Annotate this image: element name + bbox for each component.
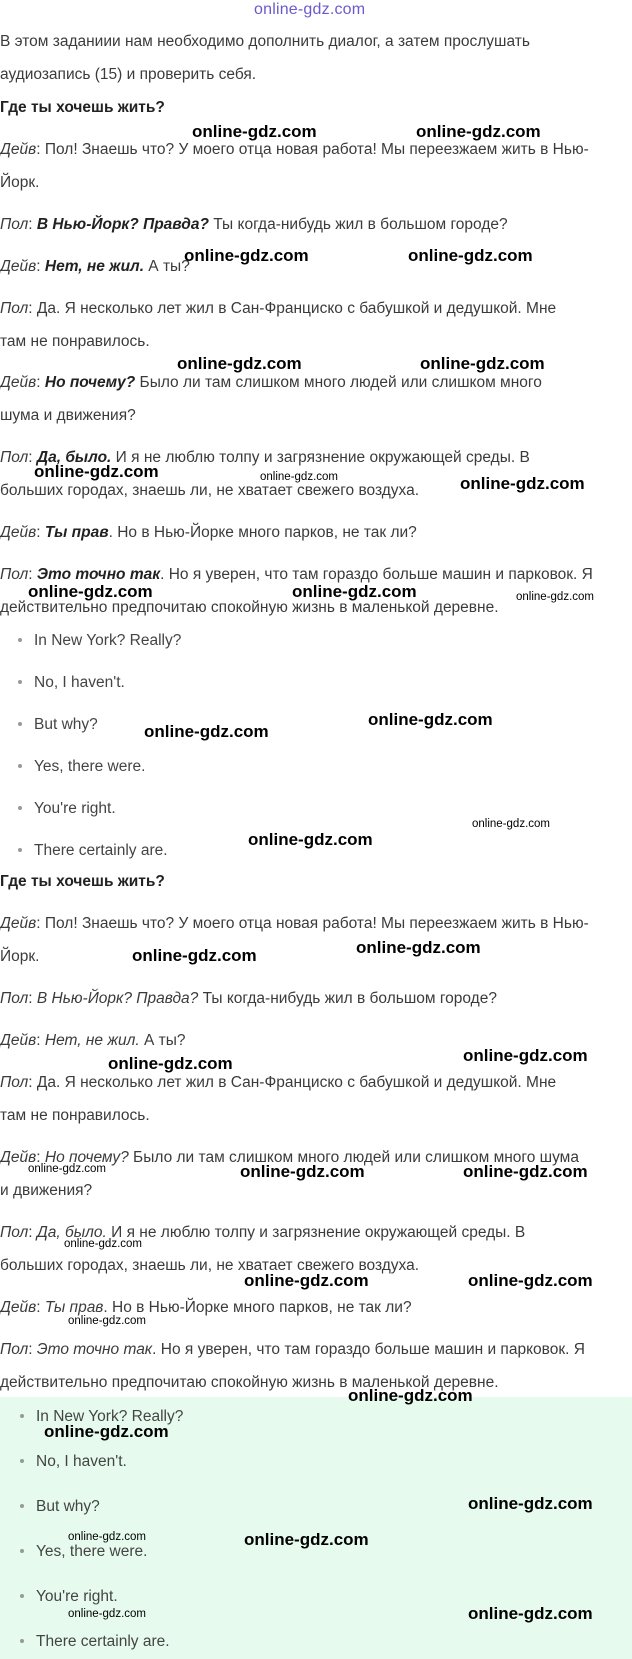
watermark: online-gdz.com [516, 591, 594, 603]
watermark: online-gdz.com [416, 122, 541, 141]
dave-line-3: Дейв: Но почему? Было ли там слишком много людей или слишком много шума [0, 1149, 579, 1166]
list-item: Yes, there were. [20, 1542, 147, 1562]
speaker-dave: Дейв [0, 258, 37, 275]
paul-line-4: Пол: Это точно так. Но я уверен, что там гораздо больше машин и парковок. Я [0, 1341, 585, 1358]
paul-line-4-cont: действительно предпочитаю спокойную жизнь в маленькой деревне. [0, 1374, 499, 1391]
watermark: online-gdz.com [28, 582, 153, 601]
speaker-paul: Пол [0, 566, 29, 583]
watermark: online-gdz.com [240, 1162, 365, 1181]
dave-reply-2: Нет, не жил. [44, 258, 144, 275]
dave-line-1: Дейв: Пол! Знаешь что? У моего отца новая работа! Мы переезжаем жить в Нью- [0, 915, 589, 932]
watermark: online-gdz.com [244, 1530, 369, 1549]
dave-line-4-colon: : [36, 524, 45, 541]
intro-line-1: В этом заданиии нам необходимо дополнить диалог, а затем прослушать [0, 33, 530, 50]
bullet-icon [20, 1414, 24, 1418]
watermark: online-gdz.com [108, 1054, 233, 1073]
paul-line-2-text: : Да. Я несколько лет жил в Сан-Франциско с бабушкой и дедушкой. Мне [28, 300, 557, 317]
watermark: online-gdz.com [420, 354, 545, 373]
speaker-dave: Дейв [0, 524, 37, 541]
paul-line-1-colon: : [28, 216, 37, 233]
watermark: online-gdz.com [28, 1163, 106, 1175]
dave-line-1-cont: Йорк. [0, 948, 40, 965]
paul-reply-1: В Нью-Йорк? Правда? [36, 216, 209, 233]
speaker-dave: Дейв [0, 141, 37, 158]
list-item: You're right. [20, 1587, 118, 1607]
watermark: online-gdz.com [472, 818, 550, 830]
dave-reply-4: Ты прав [44, 1299, 104, 1316]
watermark: online-gdz.com [68, 1608, 146, 1620]
watermark: online-gdz.com [356, 938, 481, 957]
watermark: online-gdz.com [292, 582, 417, 601]
speaker-dave: Дейв [0, 915, 37, 932]
dave-line-4-rest: . Но в Нью-Йорке много парков, не так ли? [108, 524, 417, 541]
paul-line-3-cont: больших городах, знаешь ли, не хватает свежего воздуха. [0, 482, 420, 499]
bullet-icon [20, 1504, 24, 1508]
dialogue-title: Где ты хочешь жить? [0, 99, 165, 116]
watermark: online-gdz.com [468, 1271, 593, 1290]
paul-line-2: Пол: Да. Я несколько лет жил в Сан-Франциско с бабушкой и дедушкой. Мне [0, 1074, 557, 1091]
watermark: online-gdz.com [463, 1162, 588, 1181]
watermark: online-gdz.com [348, 1386, 473, 1405]
watermark: online-gdz.com [192, 122, 317, 141]
speaker-paul: Пол [0, 449, 29, 466]
speaker-paul: Пол [0, 216, 29, 233]
watermark: online-gdz.com [468, 1494, 593, 1513]
bullet-icon [20, 1639, 24, 1643]
dave-line-4: Дейв: Ты прав. Но в Нью-Йорке много парков, не так ли? [0, 1299, 412, 1316]
paul-line-4-rest: . Но я уверен, что там гораздо больше машин и парковок. Я [160, 566, 593, 583]
paul-line-2-cont: там не понравилось. [0, 333, 150, 350]
speaker-dave: Дейв [0, 1149, 37, 1166]
bullet-icon [18, 722, 22, 726]
paul-reply-1: В Нью-Йорк? Правда? [36, 990, 199, 1007]
dave-line-3-cont: и движения? [0, 1182, 93, 1199]
list-item: But why? [20, 1497, 100, 1517]
dave-line-3-cont: шума и движения? [0, 407, 136, 424]
watermark: online-gdz.com [368, 710, 493, 729]
bullet-icon [18, 680, 22, 684]
bullet-icon [18, 764, 22, 768]
list-item: Yes, there were. [18, 757, 145, 777]
list-item: In New York? Really? [18, 631, 181, 651]
paul-line-2-cont: там не понравилось. [0, 1107, 150, 1124]
bullet-icon [20, 1459, 24, 1463]
list-item: But why? [18, 715, 98, 735]
paul-line-3: Пол: Да, было. И я не люблю толпу и загрязнение окружающей среды. В [0, 1224, 526, 1241]
watermark: online-gdz.com [68, 1531, 146, 1543]
dave-line-1-text: : Пол! Знаешь что? У моего отца новая работа! Мы переезжаем жить в Нью- [36, 141, 589, 158]
dave-line-2: Дейв: Нет, не жил. А ты? [0, 1032, 186, 1049]
dave-line-2-colon: : [36, 258, 45, 275]
bullet-icon [18, 638, 22, 642]
watermark: online-gdz.com [68, 1315, 146, 1327]
paul-line-4-colon: : [28, 566, 37, 583]
list-item: No, I haven't. [20, 1452, 127, 1472]
list-item: You're right. [18, 799, 116, 819]
paul-reply-4: Это точно так [36, 566, 161, 583]
paul-line-1-rest: Ты когда-нибудь жил в большом городе? [208, 216, 508, 233]
dave-reply-4: Ты прав [44, 524, 109, 541]
dave-line-3-rest: Было ли там слишком много людей или слишком много [135, 374, 542, 391]
paul-line-3-colon: : [28, 449, 37, 466]
list-item: There certainly are. [18, 841, 168, 861]
dave-line-4 [0, 516, 417, 549]
paul-line-3-cont: больших городах, знаешь ли, не хватает свежего воздуха. [0, 1257, 420, 1274]
dave-line-3-colon: : [36, 374, 45, 391]
list-item: No, I haven't. [18, 673, 125, 693]
watermark: online-gdz.com [408, 246, 533, 265]
dave-reply-2: Нет, не жил. [44, 1032, 140, 1049]
watermark: online-gdz.com [44, 1422, 169, 1441]
speaker-paul: Пол [0, 1074, 29, 1091]
watermark: online-gdz.com [460, 474, 585, 493]
speaker-dave: Дейв [0, 1032, 37, 1049]
watermark: online-gdz.com [177, 354, 302, 373]
bullet-icon [20, 1594, 24, 1598]
dave-reply-3: Но почему? [44, 374, 136, 391]
paul-reply-4: Это точно так [36, 1341, 153, 1358]
watermark: online-gdz.com [184, 246, 309, 265]
list-item: In New York? Really? [20, 1407, 183, 1427]
paul-reply-3: Да, было. [36, 1224, 107, 1241]
watermark: online-gdz.com [260, 471, 338, 483]
watermark: online-gdz.com [132, 946, 257, 965]
intro-line-2: аудиозапись (15) и проверить себя. [0, 66, 257, 83]
watermark: online-gdz.com [244, 1271, 369, 1290]
watermark: online-gdz.com [34, 462, 159, 481]
paul-line-3-rest: И я не люблю толпу и загрязнение окружающей среды. В [111, 449, 530, 466]
dave-line-2-rest: А ты? [144, 258, 190, 275]
paul-line-1: Пол: В Нью-Йорк? Правда? Ты когда-нибудь жил в большом городе? [0, 990, 497, 1007]
speaker-paul: Пол [0, 300, 29, 317]
list-item: There certainly are. [20, 1632, 170, 1652]
paul-line-4-cont: действительно предпочитаю спокойную жизнь в маленькой деревне. [0, 599, 499, 616]
dave-reply-3: Но почему? [44, 1149, 129, 1166]
speaker-paul: Пол [0, 990, 29, 1007]
bullet-icon [18, 806, 22, 810]
paul-line-1 [0, 208, 508, 241]
speaker-dave: Дейв [0, 1299, 37, 1316]
watermark: online-gdz.com [463, 1046, 588, 1065]
bullet-icon [18, 848, 22, 852]
bullet-icon [20, 1549, 24, 1553]
watermark: online-gdz.com [64, 1238, 142, 1250]
paul-reply-3: Да, было. [36, 449, 112, 466]
speaker-dave: Дейв [0, 374, 37, 391]
dave-line-2 [0, 250, 190, 283]
site-watermark-top: online-gdz.com [254, 1, 366, 18]
dialogue-title-2: Где ты хочешь жить? [0, 873, 165, 890]
watermark: online-gdz.com [248, 830, 373, 849]
paul-line-2 [0, 292, 556, 325]
speaker-paul: Пол [0, 1341, 29, 1358]
speaker-paul: Пол [0, 1224, 29, 1241]
watermark: online-gdz.com [468, 1604, 593, 1623]
dave-line-1-cont: Йорк. [0, 174, 40, 191]
watermark: online-gdz.com [144, 722, 269, 741]
